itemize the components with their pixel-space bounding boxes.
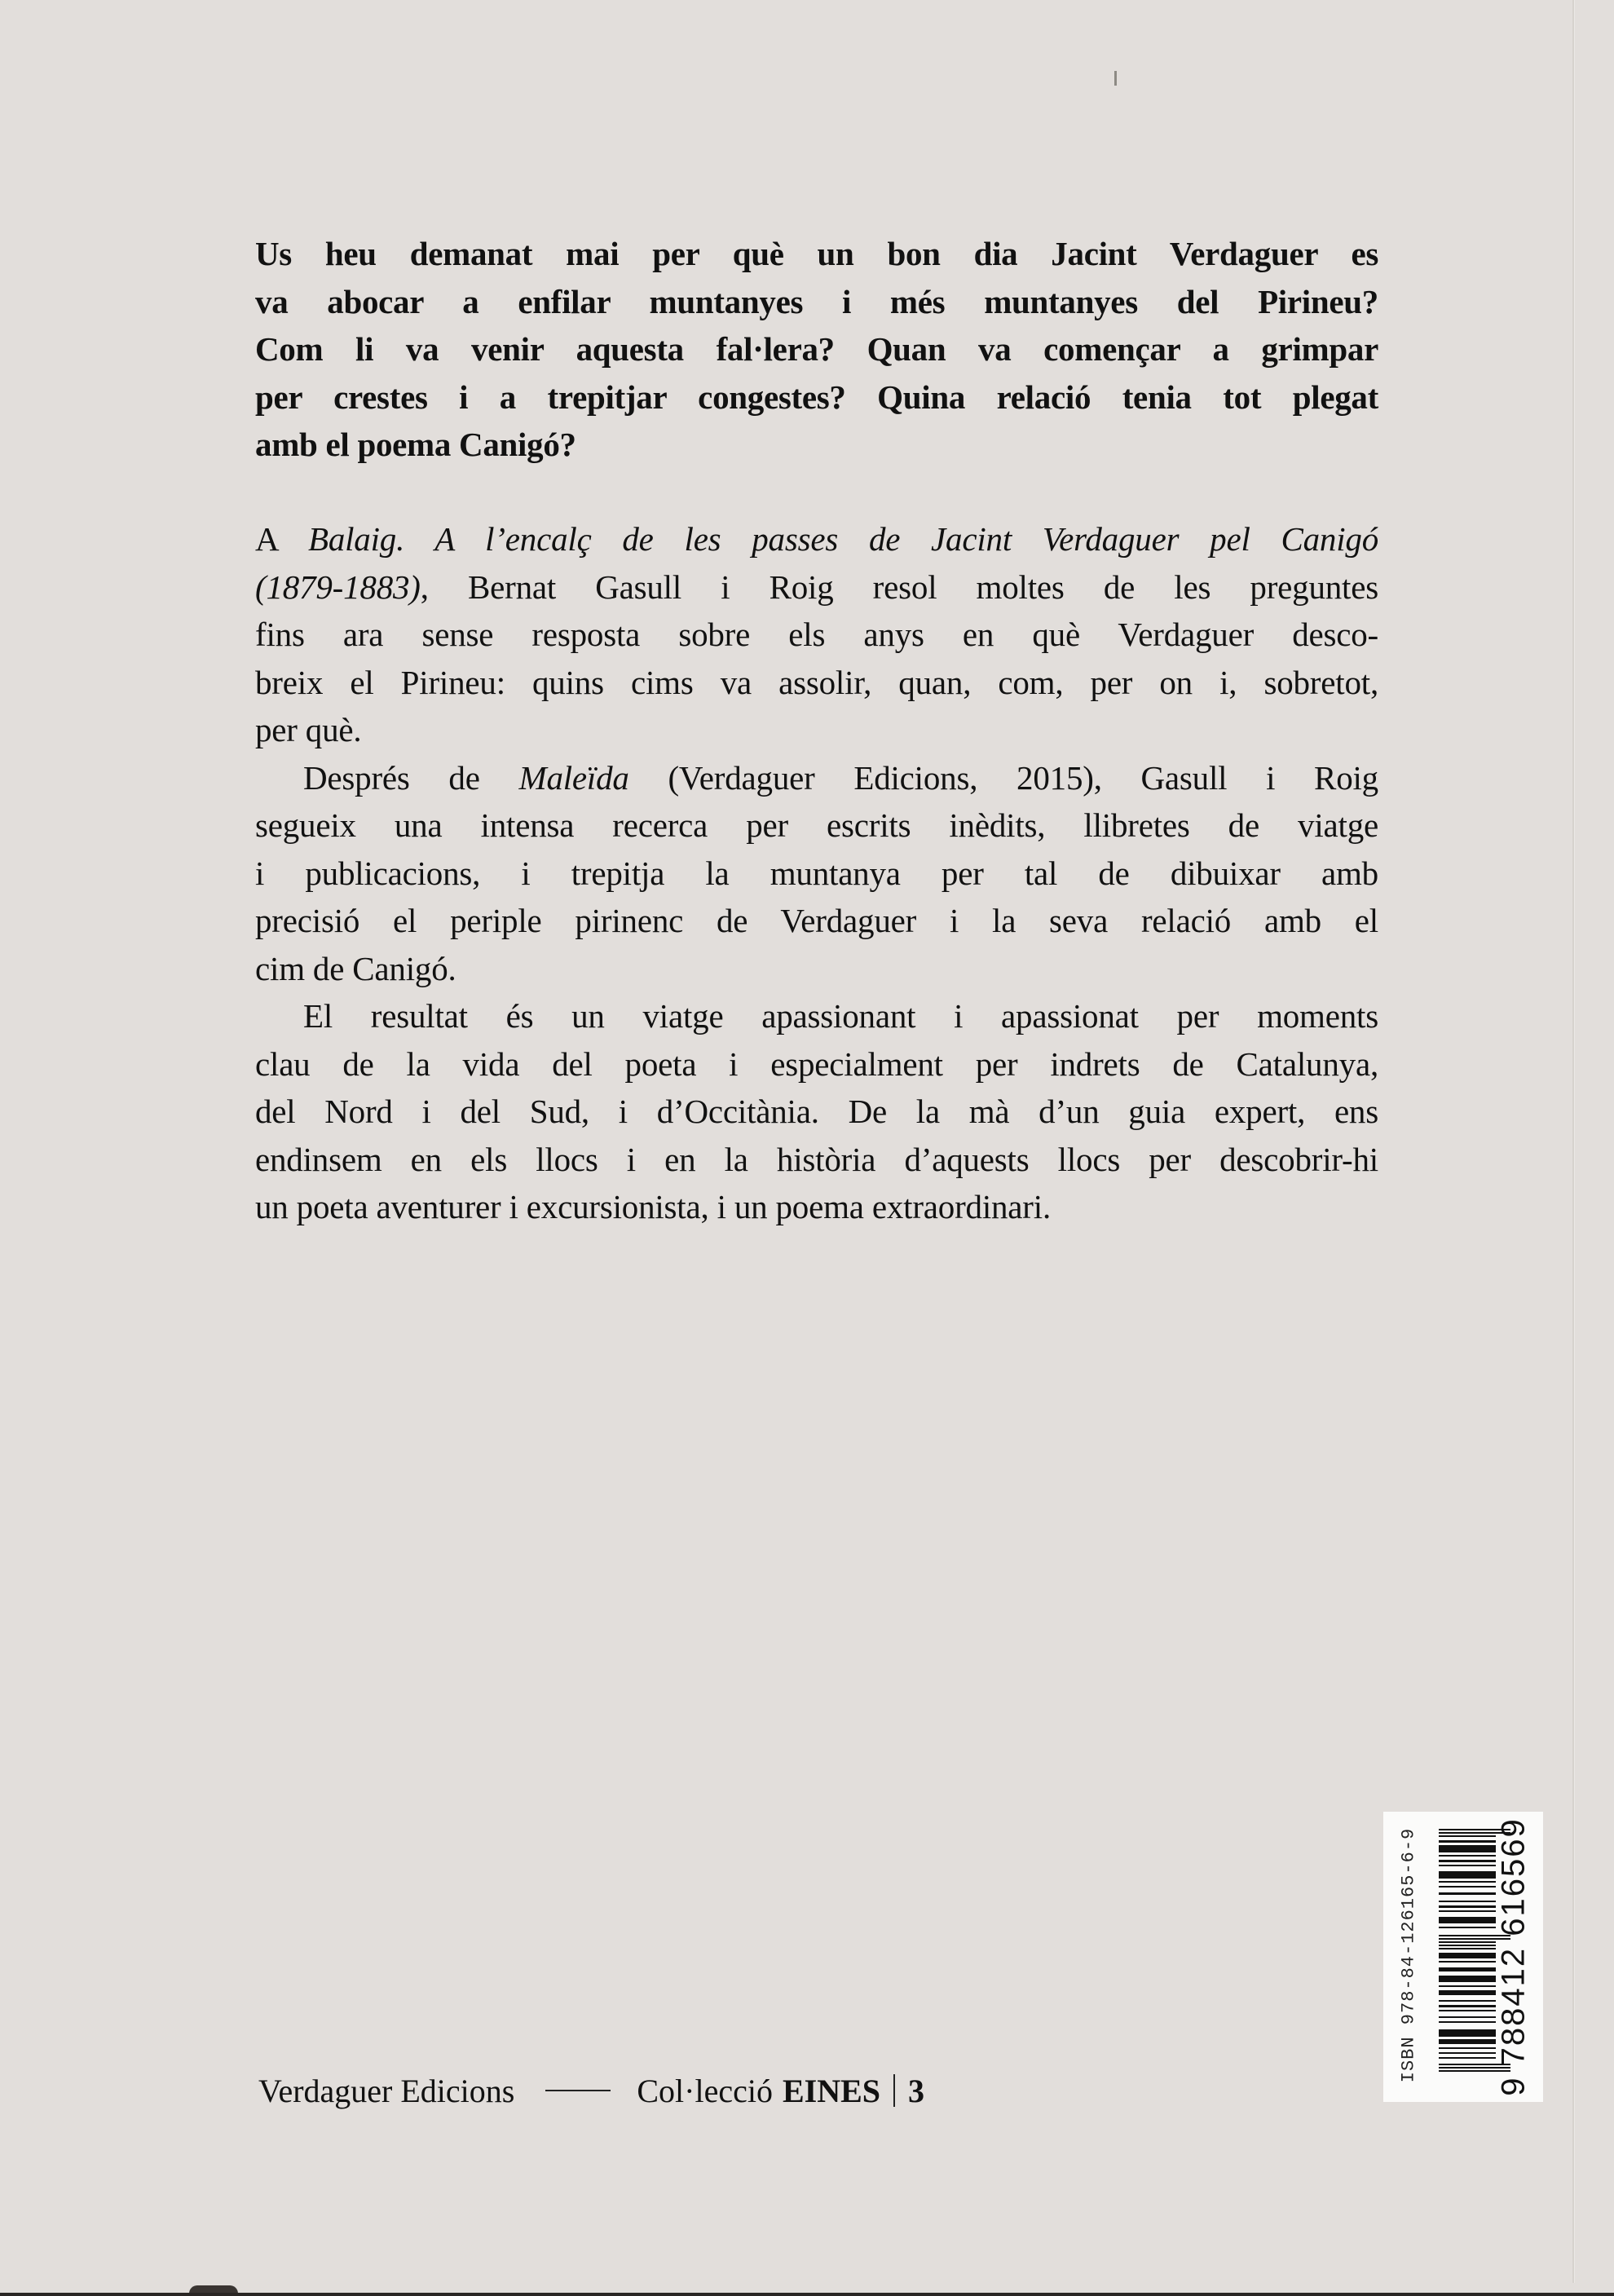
barcode-bar	[1439, 1835, 1496, 1837]
lead-paragraph	[255, 230, 1378, 469]
body-text: A	[255, 520, 308, 558]
body-line: cim de Canigó.	[255, 949, 456, 987]
publisher-name: Verdaguer Edicions	[258, 2073, 515, 2109]
collection-label: Col·lecció	[637, 2073, 773, 2109]
barcode-bar	[1439, 2010, 1496, 2011]
body-line: un poeta aventurer i excursionista, i un poema extraordinari.	[255, 1188, 1052, 1225]
barcode-bar	[1439, 2016, 1496, 2018]
barcode-bar	[1439, 1961, 1496, 1963]
book-title-italic: Balaig. A l’encalç de les passes de Jacint Verdaguer pel Canigó	[307, 520, 1378, 558]
isbn-label	[1396, 1825, 1421, 2086]
body-line	[255, 754, 1378, 802]
spine-fold-highlight	[1574, 0, 1575, 2283]
body-line: El resultat és un viatge apassionant i apassionat per moments	[303, 997, 1378, 1035]
body-line: segueix una intensa recerca per escrits inèdits, llibretes de viatge	[255, 806, 1378, 844]
barcode-bar	[1439, 1840, 1496, 1843]
barcode-bar	[1439, 1976, 1496, 1982]
collection-name: EINES	[782, 2073, 881, 2109]
barcode-bar	[1439, 2039, 1496, 2044]
body-text: , Bernat Gasull i Roig resol moltes de les preguntes	[420, 567, 1378, 606]
lead-line: va abocar a enfilar muntanyes i més muntanyes del Pirineu?	[255, 282, 1378, 320]
barcode-bar	[1439, 1845, 1496, 1852]
barcode-bar	[1439, 1985, 1496, 1987]
barcode-bar	[1439, 2057, 1496, 2059]
barcode-bar	[1439, 2029, 1496, 2037]
body-line: precisió el periple pirinenc de Verdaguer i la seva relació amb el	[255, 902, 1378, 939]
barcode-bar	[1439, 1990, 1496, 1995]
lead-line: per crestes i a trepitjar congestes? Quina relació tenia tot plegat	[255, 378, 1378, 416]
body-line: clau de la vida del poeta i especialment per indrets de Catalunya,	[255, 1044, 1378, 1083]
barcode-bar	[1439, 2005, 1496, 2007]
barcode-bar	[1439, 1967, 1496, 1971]
barcode-bar	[1439, 1901, 1496, 1902]
publisher-footer	[258, 2068, 924, 2115]
barcode-bar	[1439, 2000, 1496, 2002]
barcode-bar	[1439, 1892, 1496, 1895]
body-line	[255, 515, 1378, 563]
body-line: endinsem en els llocs i en la història d’aquests llocs per descobrir-hi	[255, 1140, 1378, 1178]
lead-line: amb el poema Canigó?	[255, 426, 576, 463]
body-line: breix el Pirineu: quins cims va assolir, quan, com, per on i, sobretot,	[255, 663, 1378, 701]
ean-digits-text: 9 788412 616569	[1495, 1817, 1532, 2096]
book-years-italic: (1879-1883)	[255, 567, 421, 606]
barcode-bar	[1439, 1881, 1496, 1883]
barcode-bar	[1439, 1910, 1496, 1912]
lead-line: Com li va venir aquesta fal·lera? Quan va començar a grimpar	[255, 330, 1378, 368]
body-text: Després de	[303, 758, 519, 797]
lead-line: Us heu demanat mai per què un bon dia Jacint Verdaguer es	[255, 235, 1378, 272]
description-body	[255, 515, 1378, 1231]
em-dash-rule	[545, 2090, 611, 2091]
body-line: fins ara sense resposta sobre els anys en què Verdaguer desco-	[255, 616, 1378, 653]
body-line: i publicacions, i trepitja la muntanya per tal de dibuixar amb	[255, 854, 1378, 892]
barcode-bar	[1439, 1941, 1496, 1943]
barcode-bar	[1439, 1917, 1496, 1923]
barcode-bar	[1439, 1927, 1496, 1928]
scanner-edge	[0, 2293, 1614, 2296]
scan-mark	[1114, 71, 1117, 86]
barcode-bar	[1439, 1886, 1496, 1888]
body-line: del Nord i del Sud, i d’Occitània. De la mà d’un guia expert, ens	[255, 1093, 1378, 1130]
barcode-bar	[1439, 2047, 1496, 2049]
body-line: per què.	[255, 711, 362, 748]
barcode-bar	[1439, 2052, 1496, 2054]
body-text: (Verdaguer Edicions, 2015), Gasull i Roig	[628, 758, 1378, 797]
barcode-bar	[1439, 1855, 1496, 1857]
volume-number: 3	[908, 2073, 925, 2109]
barcode-bar	[1439, 1945, 1496, 1946]
barcode-bar	[1439, 1865, 1496, 1866]
barcode-bar	[1439, 2021, 1496, 2023]
barcode-bar	[1439, 1953, 1496, 1958]
body-line	[255, 563, 1378, 612]
barcode-bar	[1439, 1871, 1496, 1879]
vertical-separator	[893, 2074, 895, 2107]
ean-digits	[1493, 1817, 1534, 2096]
book-title-italic: Maleïda	[518, 758, 629, 797]
barcode-bar	[1439, 1860, 1496, 1862]
barcode-bar	[1439, 1948, 1496, 1949]
isbn-text: ISBN 978-84-126165-6-9	[1398, 1827, 1419, 2083]
barcode-bar	[1439, 1905, 1496, 1908]
